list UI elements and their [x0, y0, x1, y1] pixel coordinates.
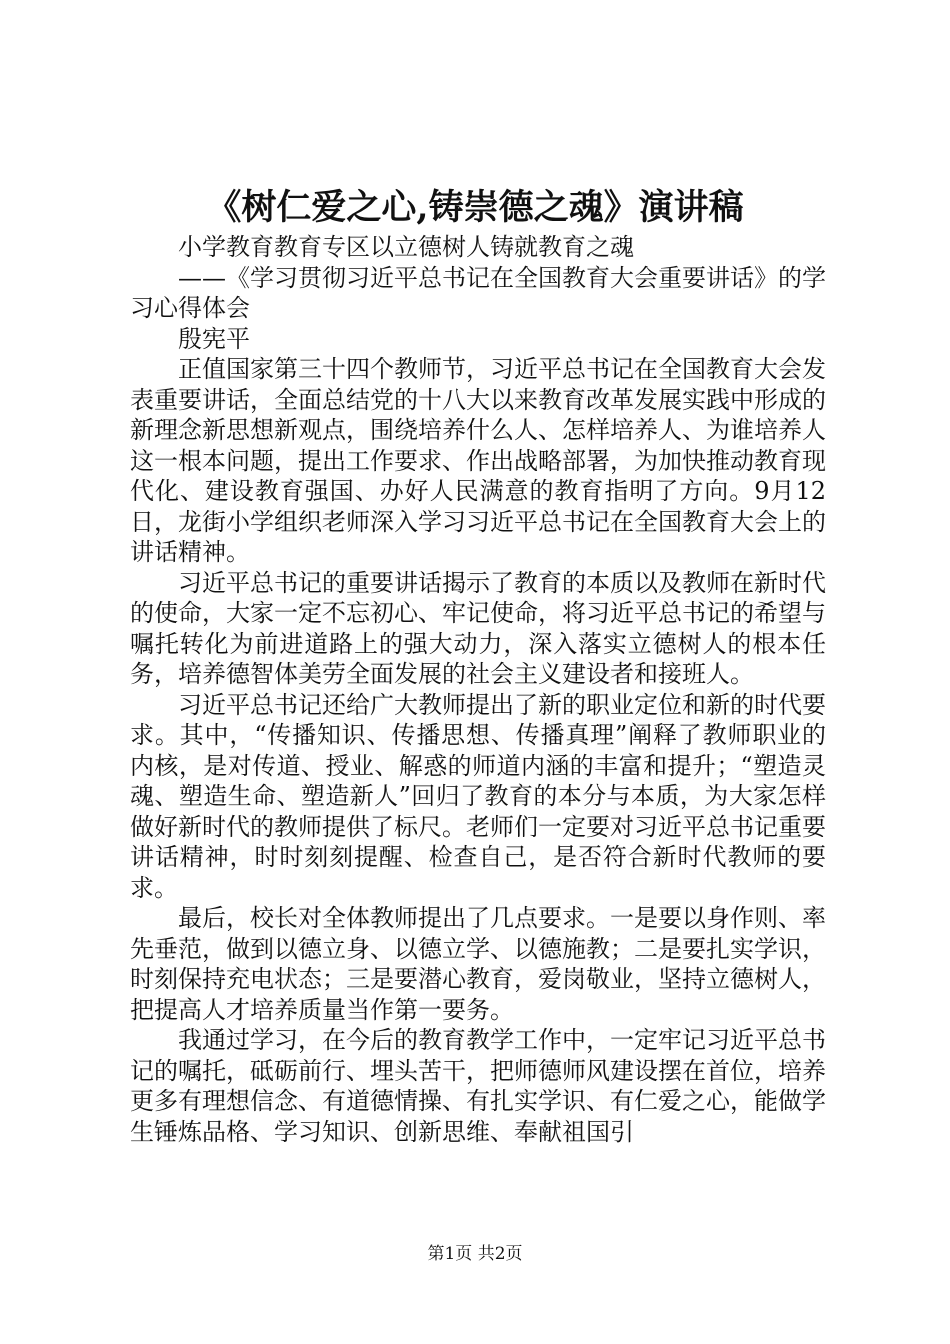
document-title: 《树仁爱之心,铸崇德之魂》演讲稿	[206, 187, 744, 228]
author-name: 殷宪平	[178, 324, 250, 353]
paragraph-1: 正值国家第三十四个教师节，习近平总书记在全国教育大会发表重要讲话，全面总结党的十八大以来教育改革发展实践中形成的新理念新思想新观点，围绕培养什么人、怎样培养人、为谁培养人这一根本问题，提出工作要求、作出战略部署，为加快推动教育现代化、建设教育强国、办好人民满意的教育指明了方向。9月12日，龙街小学组织老师深入学习习近平总书记在全国教育大会上的讲话精神。	[130, 355, 826, 566]
paragraph-4: 最后，校长对全体教师提出了几点要求。一是要以身作则、率先垂范，做到以德立身、以德立学、以德施教；二是要扎实学识，时刻保持充电状态；三是要潜心教育，爱岗敬业，坚持立德树人，把提高人才培养质量当作第一要务。	[130, 904, 826, 1024]
paragraph-3: 习近平总书记还给广大教师提出了新的职业定位和新的时代要求。其中，“传播知识、传播思想、传播真理”阐释了教师职业的内核，是对传道、授业、解惑的师道内涵的丰富和提升；“塑造灵魂、塑造生命、塑造新人”回归了教育的本分与本质，为大家怎样做好新时代的教师提供了标尺。老师们一定要对习近平总书记重要讲话精神，时时刻刻提醒、检查自己，是否符合新时代教师的要求。	[130, 690, 826, 902]
subtitle-line-1: 小学教育教育专区以立德树人铸就教育之魂	[178, 233, 634, 261]
paragraph-5: 我通过学习，在今后的教育教学工作中，一定牢记习近平总书记的嘱托，砥砺前行、埋头苦干，把师德师风建设摆在首位，培养更多有理想信念、有道德情操、有扎实学识、有仁爱之心，能做学生锤炼品格、学习知识、创新思维、奉献祖国引	[130, 1026, 826, 1146]
document-body	[130, 232, 826, 1147]
page-number-footer: 第1页 共2页	[427, 1244, 523, 1264]
subtitle-line-2: ——《学习贯彻习近平总书记在全国教育大会重要讲话》的学习心得体会	[130, 263, 826, 322]
paragraph-2: 习近平总书记的重要讲话揭示了教育的本质以及教师在新时代的使命，大家一定不忘初心、牢记使命，将习近平总书记的希望与嘱托转化为前进道路上的强大动力，深入落实立德树人的根本任务，培养德智体美劳全面发展的社会主义建设者和接班人。	[130, 568, 826, 688]
